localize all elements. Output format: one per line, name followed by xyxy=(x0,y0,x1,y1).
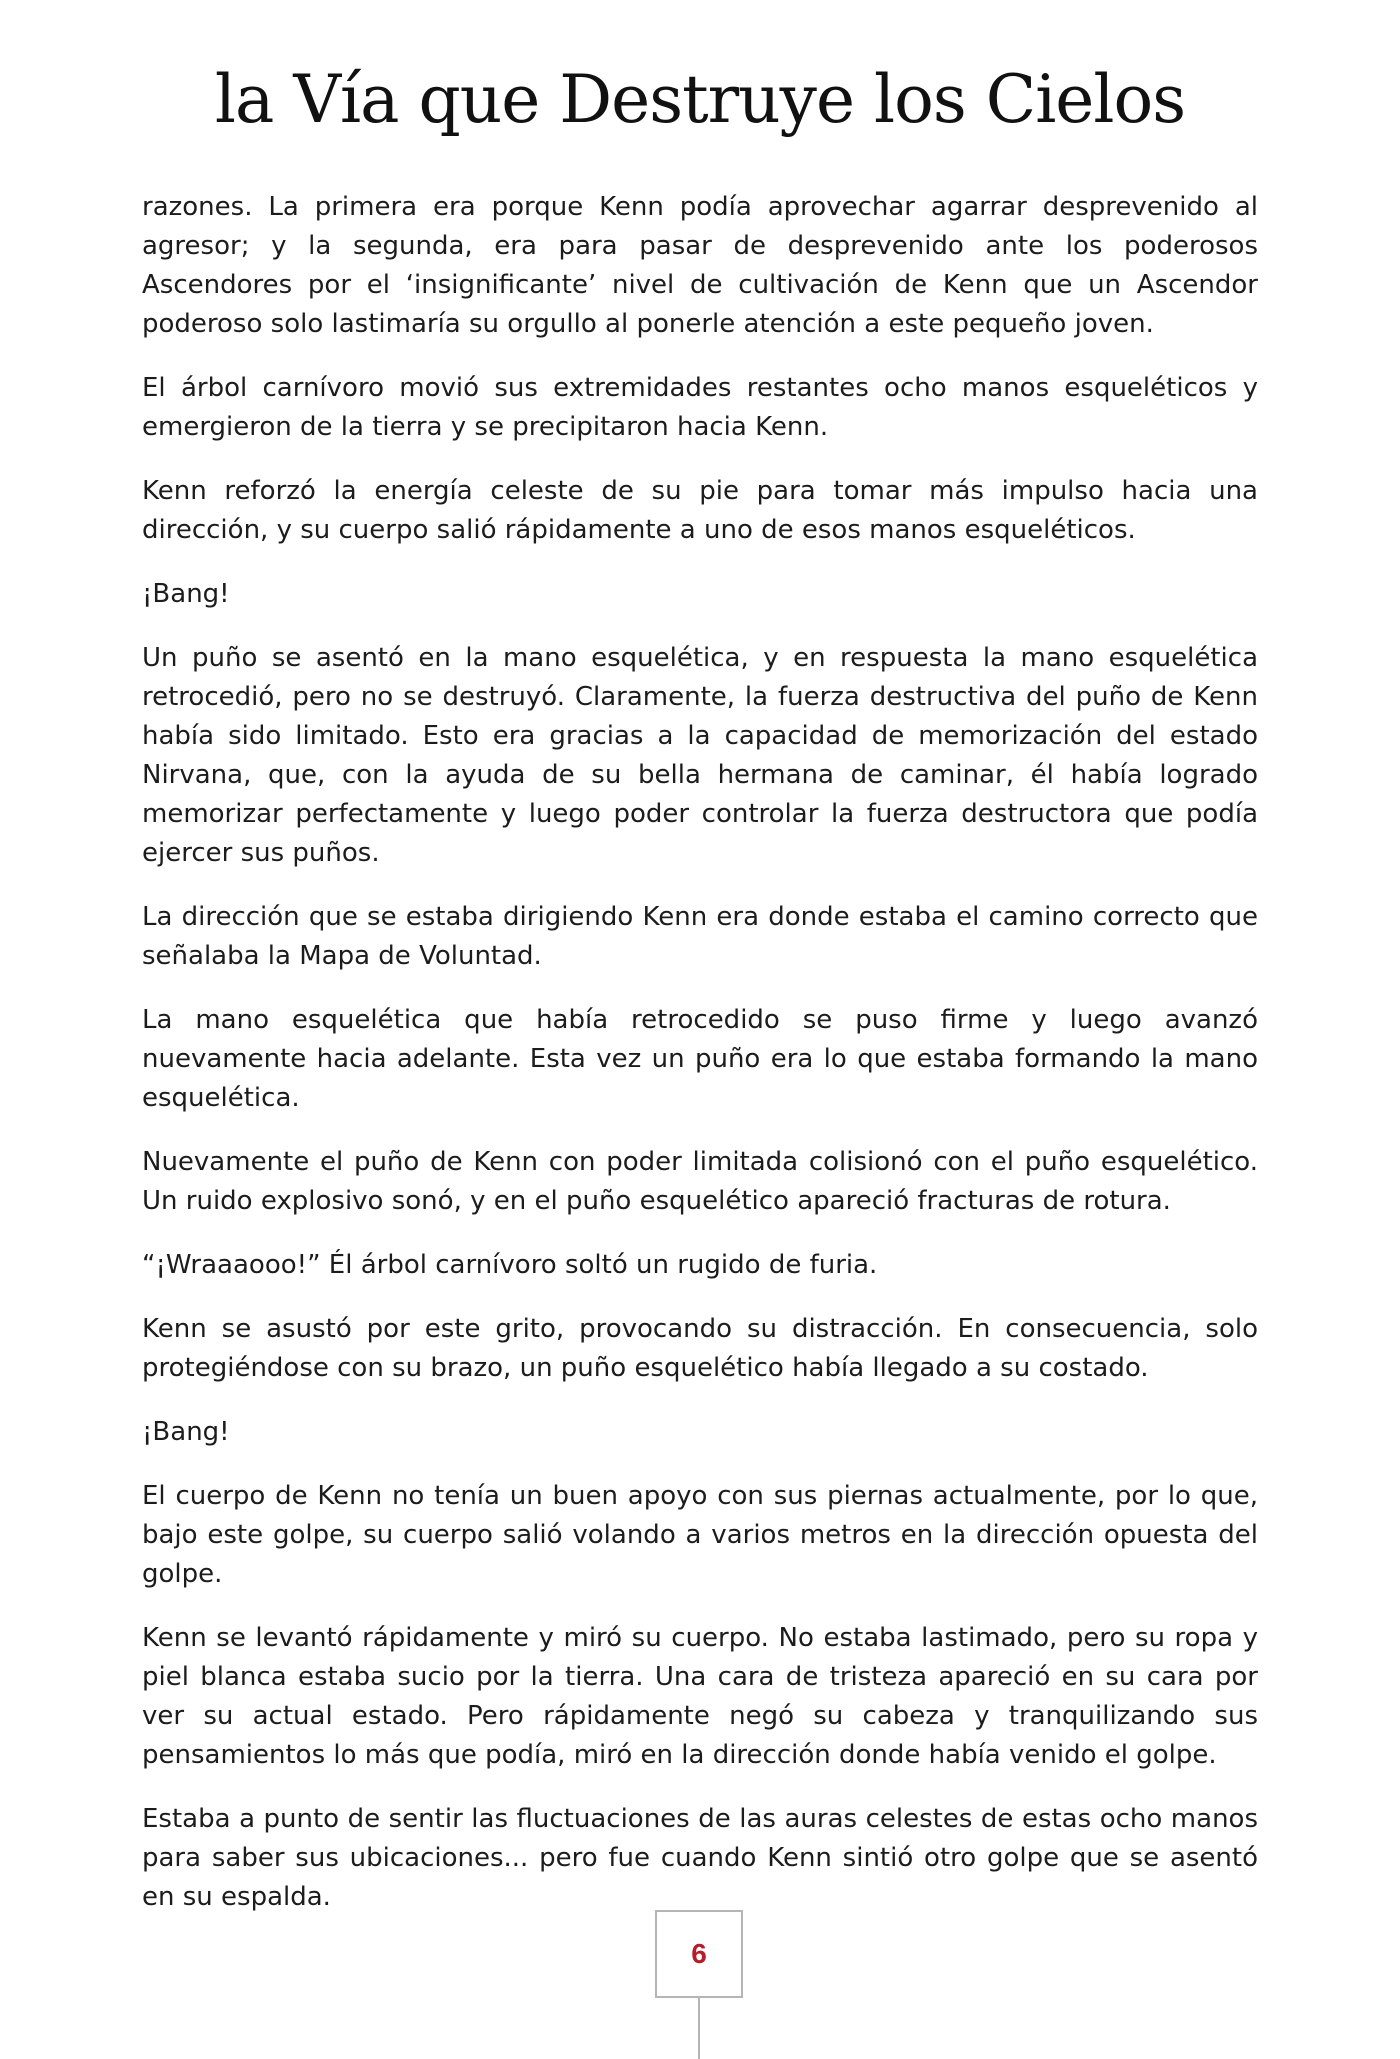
paragraph: El cuerpo de Kenn no tenía un buen apoyo con sus piernas actualmente, por lo que, bajo este golpe, su cuerpo salió volando a varios metros en la dirección opuesta del golpe. xyxy=(142,1481,1258,1589)
paragraph: Estaba a punto de sentir las fluctuaciones de las auras celestes de estas ocho manos para saber sus ubicaciones... pero fue cuando Kenn sintió otro golpe que se asentó en su espalda. xyxy=(142,1804,1258,1912)
paragraph: Kenn se levantó rápidamente y miró su cuerpo. No estaba lastimado, pero su ropa y piel blanca estaba sucio por la tierra. Una cara de tristeza apareció en su cara por ver su actual estado. Pero rápidamente negó su cabeza y tranquilizando sus pensamientos lo más que podía, miró en la dirección donde había venido el golpe. xyxy=(142,1623,1258,1770)
paragraph: ¡Bang! xyxy=(142,579,230,609)
paragraph: La mano esquelética que había retrocedido se puso firme y luego avanzó nuevamente hacia adelante. Esta vez un puño era lo que estaba formando la mano esquelética. xyxy=(142,1005,1258,1113)
paragraph: Kenn reforzó la energía celeste de su pie para tomar más impulso hacia una dirección, y su cuerpo salió rápidamente a uno de esos manos esqueléticos. xyxy=(142,476,1258,545)
paragraph: “¡Wraaaooo!” Él árbol carnívoro soltó un rugido de furia. xyxy=(142,1250,878,1280)
body-text xyxy=(142,188,1258,1942)
page-number: 6 xyxy=(691,1938,707,1969)
paragraph: El árbol carnívoro movió sus extremidades restantes ocho manos esqueléticos y emergieron de la tierra y se precipitaron hacia Kenn. xyxy=(142,373,1258,442)
page-title: la Vía que Destruye los Cielos xyxy=(214,61,1186,138)
paragraph: Un puño se asentó en la mano esquelética, y en respuesta la mano esquelética retrocedió, pero no se destruyó. Claramente, la fuerza destructiva del puño de Kenn había sido limitado. Esto era gracias a la capacidad de memorización del estado Nirvana, que, con la ayuda de su bella hermana de caminar, él había logrado memorizar perfectamente y luego poder controlar la fuerza destructora que podía ejercer sus puños. xyxy=(142,643,1258,868)
paragraph: Kenn se asustó por este grito, provocando su distracción. En consecuencia, solo protegiéndose con su brazo, un puño esquelético había llegado a su costado. xyxy=(142,1314,1258,1383)
paragraph: ¡Bang! xyxy=(142,1417,230,1447)
paragraph: razones. La primera era porque Kenn podía aprovechar agarrar desprevenido al agresor; y la segunda, era para pasar de desprevenido ante los poderosos Ascendores por el ‘insignificante’ nivel de cultivación de Kenn que un Ascendor poderoso solo lastimaría su orgullo al ponerle atención a este pequeño joven. xyxy=(142,192,1258,339)
page-number-box xyxy=(655,1910,743,1998)
paragraph: Nuevamente el puño de Kenn con poder limitada colisionó con el puño esquelético. Un ruido explosivo sonó, y en el puño esquelético apareció fracturas de rotura. xyxy=(142,1147,1258,1216)
paragraph: La dirección que se estaba dirigiendo Kenn era donde estaba el camino correcto que señalaba la Mapa de Voluntad. xyxy=(142,902,1258,971)
page-number-connector-line xyxy=(698,1998,700,2059)
